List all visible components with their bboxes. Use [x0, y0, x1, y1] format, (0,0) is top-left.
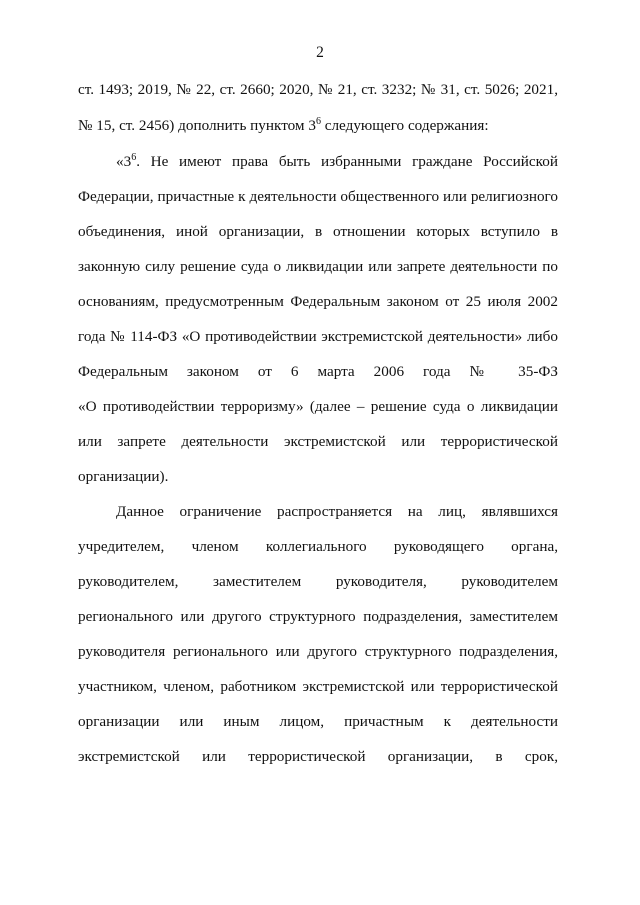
text-line: «$3^6$. Не имеют права быть избранными граждане Российской: [116, 151, 558, 170]
text-line: организации).: [78, 468, 169, 485]
text-line: регионального или другого структурного подразделения, заместителем: [78, 608, 558, 625]
text-line: руководителем, заместителем руководителя, руководителем: [78, 573, 558, 590]
text-line: организации или иным лицом, причастным к деятельности: [78, 713, 558, 730]
text-line: Федеральным законом от 6 марта 2006 года № 35-ФЗ: [78, 363, 558, 380]
text-line: или запрете деятельности экстремистской или террористической: [78, 433, 558, 450]
text-line: Федерации, причастные к деятельности общественного или религиозного: [78, 188, 558, 205]
text-line: объединения, иной организации, в отношении которых вступило в: [78, 223, 558, 240]
text-line: участником, членом, работником экстремистской или террористической: [78, 678, 558, 695]
text-line: № 15, ст. 2456) дополнить пунктом $3^6$ следующего содержания:: [78, 115, 489, 134]
text-line: Данное ограничение распространяется на лиц, являвшихся: [116, 503, 558, 520]
text-line: «О противодействии терроризму» (далее – решение суда о ликвидации: [78, 398, 558, 415]
text-line: года № 114-ФЗ «О противодействии экстремистской деятельности» либо: [78, 328, 558, 345]
text-line: руководителя регионального или другого структурного подразделения,: [78, 643, 558, 660]
text-line: экстремистской или террористической организации, в срок,: [78, 748, 558, 765]
page-number: 2: [316, 44, 324, 61]
text-line: учредителем, членом коллегиального руководящего органа,: [78, 538, 558, 555]
text-line: ст. 1493; 2019, № 22, ст. 2660; 2020, № 21, ст. 3232; № 31, ст. 5026; 2021,: [78, 81, 558, 98]
text-line: законную силу решение суда о ликвидации или запрете деятельности по: [78, 258, 558, 275]
text-line: основаниям, предусмотренным Федеральным законом от 25 июля 2002: [78, 293, 558, 310]
